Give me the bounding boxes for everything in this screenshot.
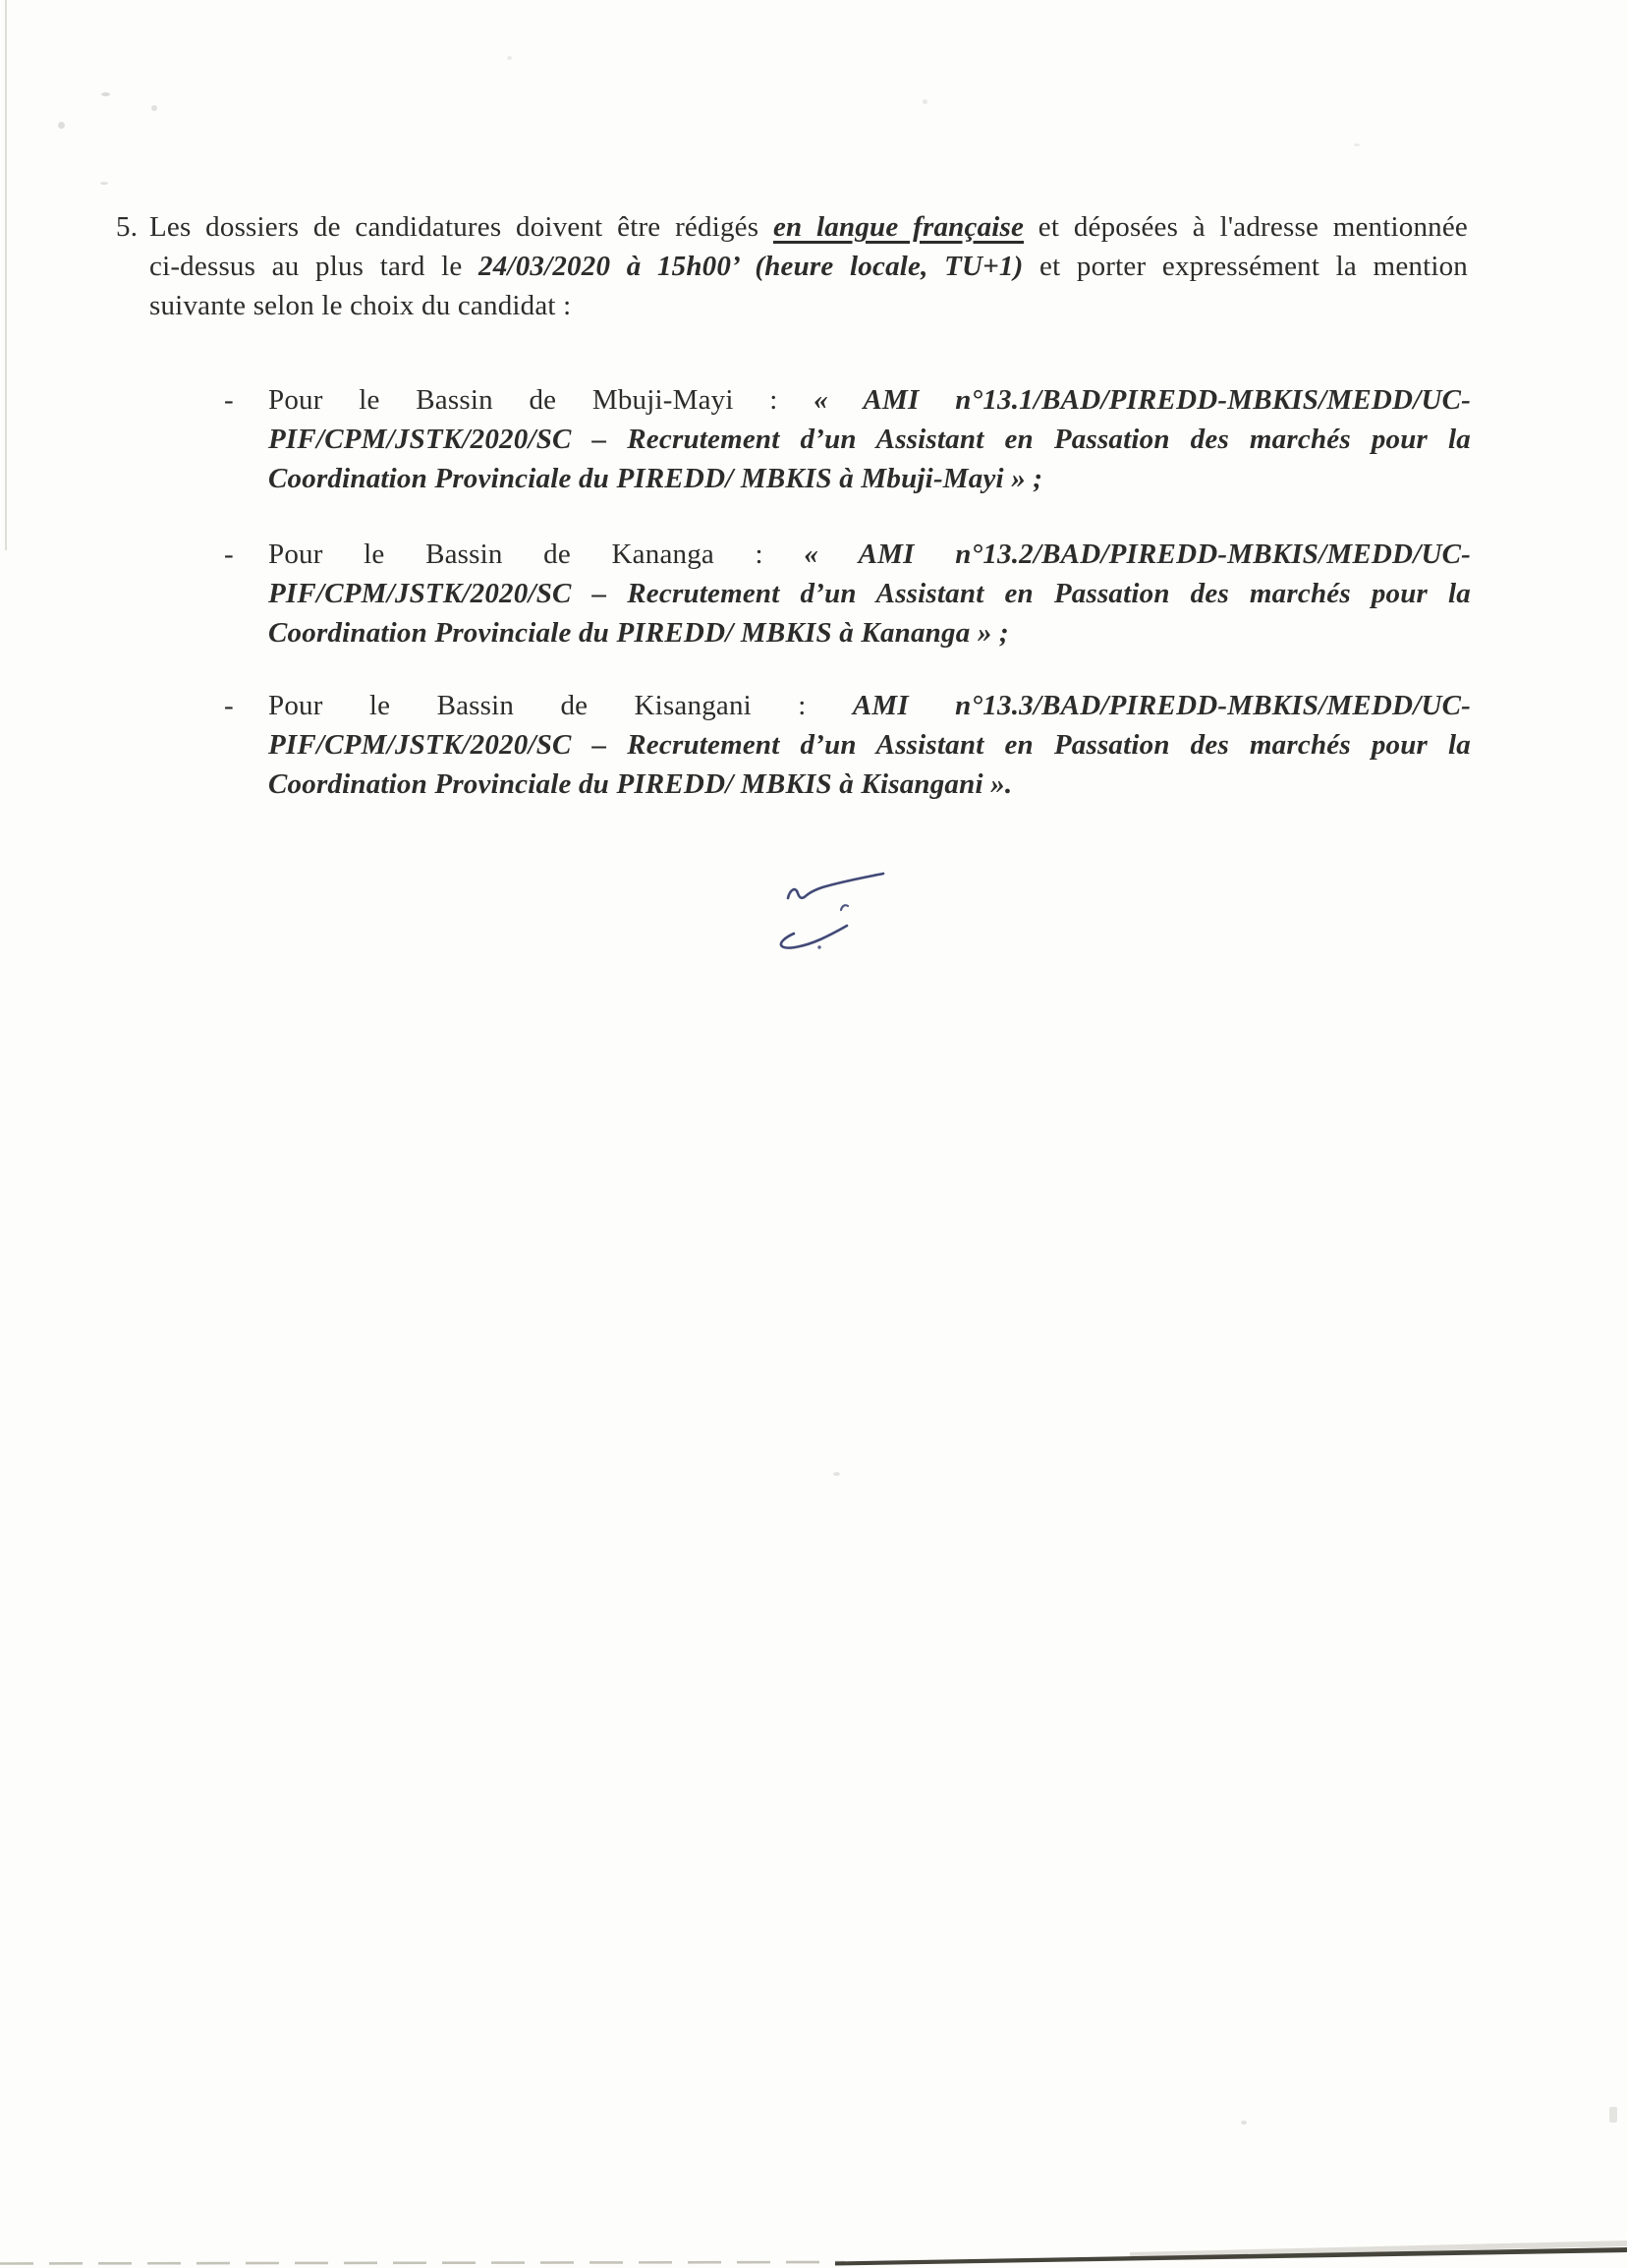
bullet-kananga-text (268, 535, 1471, 652)
scan-speckle (151, 105, 157, 111)
signature-scribble (755, 853, 902, 959)
text-line (268, 686, 1471, 725)
text-segment: Pour le Bassin de Kisangani : (268, 690, 853, 721)
ami-reference-text: « AMI n°13.2/BAD/PIREDD-MBKIS/MEDD/UC- (804, 539, 1471, 570)
bullet-dash: - (224, 539, 234, 570)
scan-speckle (507, 56, 512, 60)
text-line (268, 613, 1471, 652)
bullet-kananga (224, 535, 1471, 652)
scan-speckle (100, 182, 108, 185)
ami-reference-text: Coordination Provinciale du PIREDD/ MBKIS à Kananga » ; (268, 617, 1009, 649)
language-requirement-text: en langue française (772, 211, 1025, 243)
text-segment: et déposées à l'adresse mentionnée (1024, 211, 1468, 243)
ami-reference-text: Coordination Provinciale du PIREDD/ MBKIS à Kisangani ». (268, 768, 1013, 800)
text-line (268, 380, 1471, 420)
paragraph-item-5 (116, 207, 1468, 325)
ami-reference-text: « AMI n°13.1/BAD/PIREDD-MBKIS/MEDD/UC- (814, 384, 1471, 416)
scan-speckle (923, 99, 927, 104)
ami-reference-text: PIF/CPM/JSTK/2020/SC – Recrutement d’un Assistant en Passation des marchés pour la (268, 729, 1471, 761)
text-segment: suivante selon le choix du candidat : (149, 290, 572, 321)
text-line (268, 725, 1471, 765)
text-line (268, 535, 1471, 574)
paragraph-item-5-text (149, 207, 1468, 325)
scan-speckle (58, 122, 65, 129)
text-line (149, 207, 1468, 247)
scan-edge-artifact (0, 2239, 1627, 2268)
text-segment: Pour le Bassin de Mbuji-Mayi : (268, 384, 814, 416)
text-line (268, 459, 1471, 498)
scan-page-edge (5, 0, 7, 550)
scan-speckle (833, 1472, 840, 1476)
text-line (268, 574, 1471, 613)
text-line (268, 765, 1471, 804)
text-segment: et porter expressément la mention (1023, 251, 1469, 282)
text-line (268, 420, 1471, 459)
scan-speckle (101, 92, 110, 96)
bullet-mbuji-mayi-text (268, 380, 1471, 498)
ami-reference-text: PIF/CPM/JSTK/2020/SC – Recrutement d’un Assistant en Passation des marchés pour la (268, 424, 1471, 455)
scan-speckle (1609, 2107, 1617, 2123)
bullet-dash: - (224, 384, 234, 416)
bullet-kisangani (224, 686, 1471, 804)
list-number: 5. (116, 211, 139, 243)
scan-speckle (1241, 2121, 1247, 2125)
text-segment: Les dossiers de candidatures doivent être rédigés (149, 211, 773, 243)
bullet-dash: - (224, 690, 234, 721)
text-line (149, 247, 1468, 286)
bullet-kisangani-text (268, 686, 1471, 804)
text-line (149, 286, 1468, 325)
text-segment: ci-dessus au plus tard le (149, 251, 479, 282)
ami-reference-text: Coordination Provinciale du PIREDD/ MBKIS à Mbuji-Mayi » ; (268, 463, 1043, 494)
ami-reference-text: AMI n°13.3/BAD/PIREDD-MBKIS/MEDD/UC- (852, 690, 1471, 721)
text-segment: Pour le Bassin de Kananga : (268, 539, 805, 570)
deadline-text: 24/03/2020 à 15h00’ (heure locale, TU+1) (478, 251, 1024, 282)
bullet-mbuji-mayi (224, 380, 1471, 498)
ami-reference-text: PIF/CPM/JSTK/2020/SC – Recrutement d’un Assistant en Passation des marchés pour la (268, 578, 1471, 609)
scan-speckle (1354, 143, 1360, 146)
